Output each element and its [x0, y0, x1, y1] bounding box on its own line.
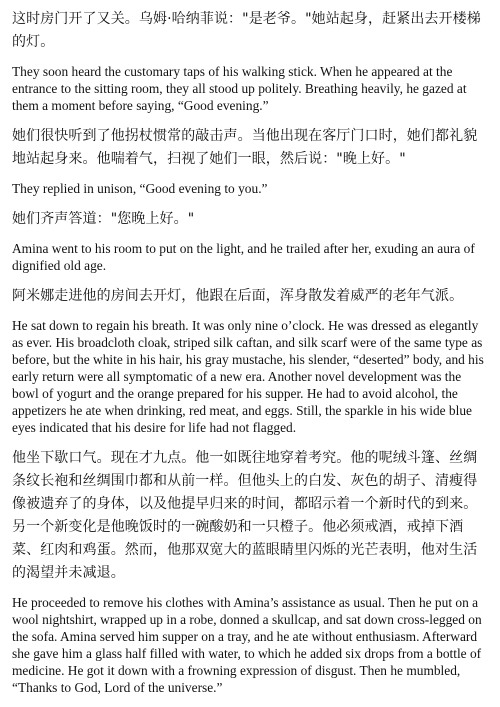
paragraph-zh-5: 他坐下歇口气。现在才九点。他一如既往地穿着考究。他的呢绒斗篷、丝绸条纹长袍和丝绸围巾都和从前一样。但他头上的白发、灰色的胡子、清瘦得像被遗弃了的身体，以及他提早归来的时间，都昭示着一个新时代的到来。另一个新变化是他晚饭时的一碗酸奶和一只橙子。他必须戒酒，戒掉下酒菜、红肉和鸡蛋。然而，他那双宽大的蓝眼睛里闪烁的光芒表明，他对生活的渴望并未减退。 — [12, 450, 478, 581]
paragraph-en-2: They replied in unison, “Good evening to you.” — [12, 181, 268, 196]
paragraph-en-5: He proceeded to remove his clothes with Amina’s assistance as usual. Then he put on a wool nightshirt, wrapped up in a robe, donned a skullcap, and sat down cross-legged on the sofa. Amina served him supper on a tray, and he ate without enthusiasm. Afterward she gave him a glass half filled with water, to which he added six drops from a bottle of medicine. He got it down with a frowning expression of disgust. Then he mumbled, “Thanks to God, Lord of the universe.” — [12, 595, 482, 695]
paragraph-zh-1: 这时房门开了又关。乌姆·哈纳菲说："是老爷。"她站起身，赶紧出去开楼梯的灯。 — [12, 11, 481, 50]
paragraph-zh-4: 阿米娜走进他的房间去开灯，他跟在后面，浑身散发着威严的老年气派。 — [12, 288, 464, 304]
paragraph-en-4: He sat down to regain his breath. It was only nine o’clock. He was dressed as elegantly as ever. His broadcloth cloak, striped silk caftan, and silk scarf were of the same type as before, but the white in his hair, his gray mustache, his slender, “deserted” body, and his early return were all symptomatic of a new era. Another novel development was the bowl of yogurt and the orange prepared for his supper. He had to avoid alcohol, the appetizers he ate when drinking, red meat, and eggs. Still, the sparkle in his wide blue eyes indicated that his desire for life had not flagged. — [12, 318, 484, 435]
paragraph-zh-2: 她们很快听到了他拐杖惯常的敲击声。当他出现在客厅门口时，她们都礼貌地站起身来。他喘着气，扫视了她们一眼，然后说："晚上好。" — [12, 128, 478, 167]
paragraph-en-3: Amina went to his room to put on the light, and he trailed after her, exuding an aura of dignified old age. — [12, 241, 475, 273]
paragraph-zh-3: 她们齐声答道："您晚上好。" — [12, 211, 195, 227]
document-page — [12, 8, 490, 707]
paragraph-en-1: They soon heard the customary taps of his walking stick. When he appeared at the entrance to the sitting room, they all stood up politely. Breathing heavily, he gazed at them a moment before saying, “Good evening.” — [12, 64, 467, 113]
